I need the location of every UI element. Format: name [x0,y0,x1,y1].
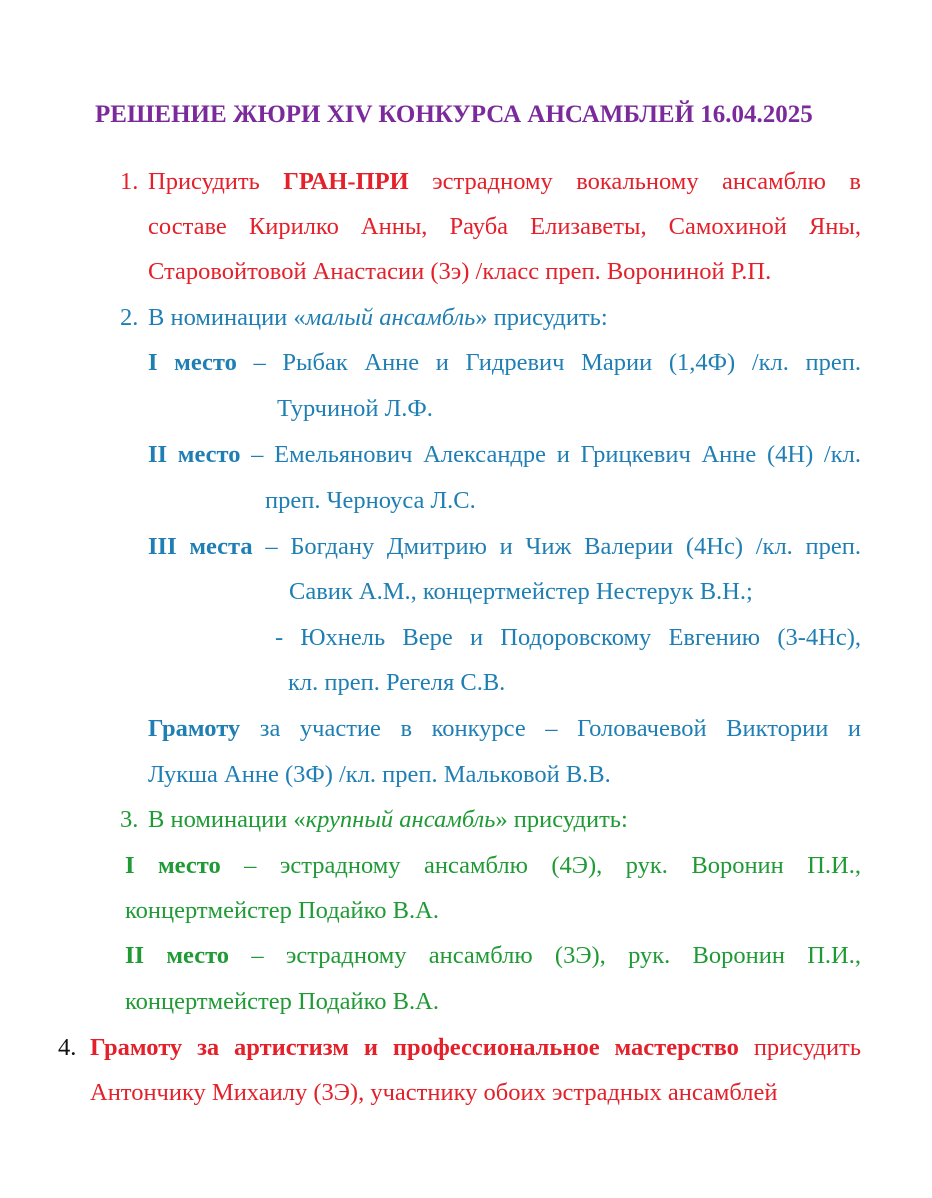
item-1-line-1 [148,170,861,195]
item-4-award-post: присудить [753,1034,861,1061]
item-1-award-post: эстрадному вокальному ансамблю в [432,168,861,195]
item-2-heading [148,306,608,331]
large-place-1-label: I место [125,852,221,879]
grand-prix-label: ГРАН-ПРИ [283,168,409,195]
item-1-line-3: Старовойтовой Анастасии (3э) /класс преп. Ворониной Р.П. [148,258,772,285]
large-ensemble-label: крупный ансамбль [305,806,496,833]
item-3-heading [148,808,628,833]
large-place-1-accompanist: концертмейстер Подайко В.А. [125,897,439,924]
large-place-2 [125,944,861,969]
small-place-3-second: - Юхнель Вере и Подоровскому Евгению (3-4Нс), [275,624,861,651]
small-place-2-label: II место [148,441,241,468]
item-2-heading-post: » присудить: [475,304,608,331]
item-3-number: 3. [120,806,139,833]
small-place-2-teacher: преп. Черноуса Л.С. [265,487,476,514]
small-place-2 [148,443,861,468]
document-title: РЕШЕНИЕ ЖЮРИ XIV КОНКУРСА АНСАМБЛЕЙ 16.04.2025 [95,101,813,128]
small-certificate-text: за участие в конкурсе – Головачевой Виктории и [259,715,861,742]
item-1-number: 1. [120,168,139,195]
small-place-3-label: III места [148,533,253,560]
item-1-award-pre: Присудить [148,168,260,195]
small-place-3-second-teacher: кл. преп. Регеля С.В. [288,669,506,696]
small-place-1-teacher: Турчиной Л.Ф. [277,395,433,422]
item-4-line-2: Антончику Михаилу (3Э), участнику обоих эстрадных ансамблей [90,1079,778,1106]
small-place-1 [148,351,861,376]
item-3-heading-pre: В номинации « [148,806,306,833]
large-place-2-accompanist: концертмейстер Подайко В.А. [125,988,439,1015]
large-place-1 [125,854,861,879]
artistry-certificate-label: Грамоту за артистизм и профессиональное мастерство [90,1034,739,1061]
item-3-heading-post: » присудить: [495,806,628,833]
large-place-1-text: – эстрадному ансамблю (4Э), рук. Воронин П.И., [244,852,862,879]
item-4-line-1 [90,1036,861,1061]
small-place-3-teacher: Савик А.М., концертмейстер Нестерук В.Н.; [289,578,753,605]
item-4-number: 4. [58,1034,77,1061]
small-place-1-text: – Рыбак Анне и Гидревич Марии (1,4Ф) /кл. преп. [253,349,861,376]
small-place-2-text: – Емельянович Александре и Грицкевич Анне (4Н) /кл. [251,441,861,468]
small-certificate-label: Грамоту [148,715,241,742]
small-ensemble-label: малый ансамбль [305,304,476,331]
small-certificate-line-2: Лукша Анне (3Ф) /кл. преп. Мальковой В.В. [148,761,611,788]
item-1-line-2: составе Кирилко Анны, Рауба Елизаветы, Самохиной Яны, [148,213,861,240]
large-place-2-label: II место [125,942,230,969]
item-2-heading-pre: В номинации « [148,304,306,331]
item-2-number: 2. [120,304,139,331]
large-place-2-text: – эстрадному ансамблю (3Э), рук. Воронин П.И., [251,942,861,969]
small-place-3-text: – Богдану Дмитрию и Чиж Валерии (4Нс) /кл. преп. [265,533,862,560]
small-place-3 [148,535,861,560]
small-certificate [148,717,861,742]
small-place-1-label: I место [148,349,237,376]
